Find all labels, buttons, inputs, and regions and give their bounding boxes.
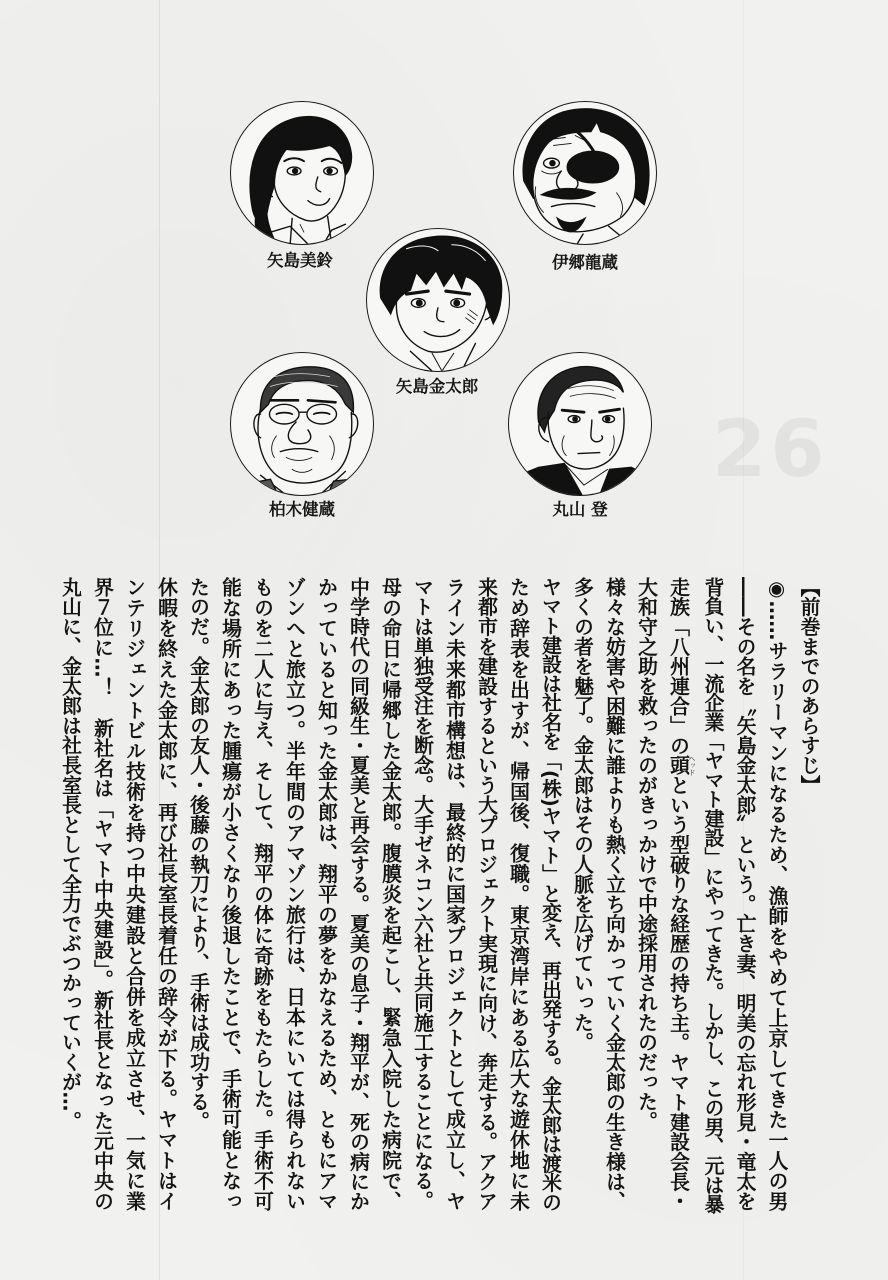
- synopsis-line-segment: 走族「八州連合」の: [666, 577, 690, 756]
- synopsis-line: 中学時代の同級生・夏美と再会する。夏美の息子・翔平が、死の病にか: [346, 577, 370, 1211]
- synopsis-line: 丸山に、金太郎は社長室長として全力でぶつかっていくが…。: [58, 577, 82, 1132]
- synopsis-text-block: [54, 577, 825, 1214]
- portrait-igo-ryuzo: [513, 101, 657, 245]
- synopsis-line: 大和守之助を救ったのがきっかけで中途採用されたのだった。: [634, 577, 658, 1132]
- character-name-label: 矢島美鈴: [267, 251, 333, 270]
- eyepatch-man-face-icon: [514, 102, 656, 244]
- synopsis-line: 休暇を終えた金太郎に、再び社長室長着任の辞令が下る。ヤマトはイ: [154, 577, 178, 1211]
- synopsis-line-segment: という型破りな経歴の持ち主。ヤマト建設会長・: [666, 775, 690, 1211]
- character-name-label: 柏木健蔵: [269, 500, 335, 519]
- older-man-face-icon: [509, 353, 651, 495]
- synopsis-line: 来都市を建設するという大プロジェクト実現に向け、奔走する。アクア: [474, 577, 498, 1211]
- synopsis-line: ものを二人に与え、そして、翔平の体に奇跡をもたらした。手術不可: [250, 577, 274, 1211]
- synopsis-line: たのだ。金太郎の友人・後藤の執刀により、手術は成功する。: [186, 577, 210, 1132]
- character-name-label: 丸山 登: [552, 500, 608, 519]
- synopsis-title: 【前巻までのあらすじ】: [797, 577, 820, 795]
- synopsis-line: 能な場所にあった腫瘍が小さくなり後退したことで、手術可能となっ: [218, 577, 242, 1211]
- synopsis-line: [662, 577, 697, 1211]
- synopsis-line: 様々な妨害や困難に誰よりも熱く立ち向かっていく金太郎の生き様は、: [602, 577, 626, 1211]
- synopsis-line: ヤマト建設は社名を「(株)ヤマト」と変え、再出発する。金太郎は渡米の: [538, 577, 562, 1212]
- bleed-through-text: 26: [712, 405, 829, 495]
- ruby-base: 頭: [666, 754, 690, 776]
- synopsis-line: 多くの者を魅了。金太郎はその人脈を広げていった。: [570, 577, 594, 1052]
- synopsis-line: ンテリジェントビル技術を持つ中央建設と合併を成立させ、一気に業: [122, 577, 146, 1211]
- portrait-yajima-misuzu: [230, 101, 374, 245]
- synopsis-line: かっていると知った金太郎は、翔平の夢をかなえるため、ともにアマ: [314, 577, 338, 1211]
- portrait-yajima-kintaro: [366, 228, 510, 372]
- portrait-maruyama-noboru: [508, 352, 652, 496]
- synopsis-line: 界７位に…！ 新社名は「ヤマト中央建設」。新社長となった元中央の: [90, 577, 114, 1211]
- synopsis-line: マトは単独受注を断念。大手ゼネコン六社と共同施工することになる。: [410, 577, 434, 1211]
- character-name-label: 伊郷龍蔵: [552, 253, 618, 272]
- synopsis-line: ◉……サラリーマンになるため、漁師をやめて上京してきた一人の男: [765, 577, 788, 1211]
- synopsis-line: ため辞表を出すが、帰国後、復職。東京湾岸にある広大な遊休地に未: [506, 577, 530, 1211]
- synopsis-line: ――その名を〝矢島金太郎〟という。亡き妻、明美の忘れ形見・竜太を: [733, 577, 756, 1211]
- synopsis-line: 母の命日に帰郷した金太郎。腹膜炎を起こし、緊急入院した病院で、: [378, 577, 402, 1211]
- glasses-man-face-icon: [231, 353, 373, 495]
- woman-face-icon: [231, 102, 373, 244]
- young-man-face-icon: [367, 229, 509, 371]
- character-name-label: 矢島金太郎: [395, 377, 479, 396]
- synopsis-line: ライン未来都市構想は、最終的に国家プロジェクトとして成立し、ヤ: [442, 577, 466, 1211]
- ruby-text: ヘッド: [688, 754, 696, 776]
- ruby-annotation: [666, 754, 696, 776]
- portrait-kashiwagi-kenzo: [230, 352, 374, 496]
- synopsis-line: ゾンへと旅立つ。半年間のアマゾン旅行は、日本にいては得られない: [282, 577, 306, 1211]
- synopsis-line: 背負い、一流企業「ヤマト建設」にやってきた。しかし、この男、元は暴: [701, 577, 724, 1214]
